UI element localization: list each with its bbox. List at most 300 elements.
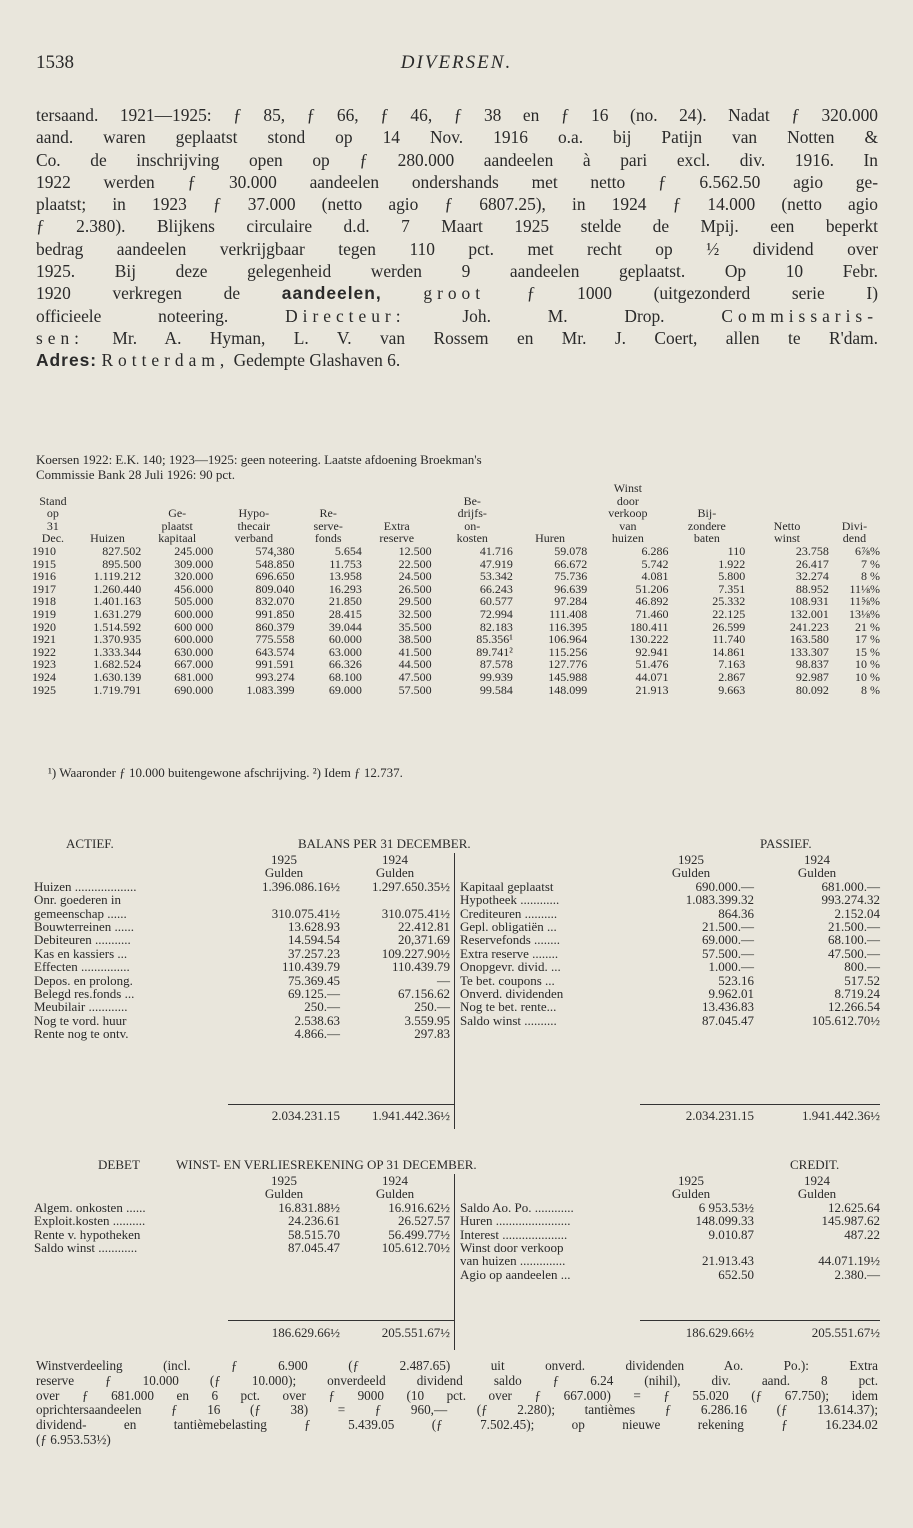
amount-1925: 652.50: [718, 1266, 754, 1282]
total-row: [460, 1109, 880, 1122]
text-line: Koersen 1922: E.K. 140; 1923—1925: geen noteering. Laatste afdoening Broekman's: [36, 452, 482, 467]
table-cell: 11.740: [712, 632, 746, 647]
balans-divider: [454, 853, 455, 1129]
statement-row: [34, 947, 450, 960]
total-1924: 1.941.442.36½: [802, 1108, 880, 1123]
unit-label: Gulden: [797, 1186, 837, 1202]
year-1925: 1925: [678, 1173, 704, 1188]
amount-1924: 297.83: [414, 1026, 450, 1042]
column-header: drijfs-: [457, 506, 487, 521]
table-cell: 8 %: [861, 682, 880, 697]
table-cell: 92.941: [635, 644, 669, 659]
text-line: aand. waren geplaatst stond op 14 Nov. 1916 o.a. bij Patijn van Notten &: [36, 127, 878, 148]
amount-1925: [228, 893, 340, 906]
statement-row: [460, 1000, 880, 1013]
table-cell: 1917: [32, 581, 56, 596]
table-cell: 24.500: [398, 569, 432, 584]
item-label: gemeenschap ......: [34, 905, 127, 921]
total-1924: 1.941.442.36½: [372, 1108, 450, 1123]
table-cell: 11⅛%: [849, 581, 880, 596]
stats-header-row: [32, 507, 880, 520]
table-cell: 7.163: [718, 657, 746, 672]
column-header: [829, 482, 880, 495]
blank-cell: [460, 866, 628, 879]
column-header: [669, 482, 746, 495]
amount-1924: 110.439.79: [391, 959, 450, 975]
column-header: fonds: [314, 531, 342, 546]
table-cell: 26.500: [398, 581, 432, 596]
table-cell: 99.939: [479, 669, 513, 684]
table-cell: 97.284: [554, 594, 588, 609]
table-cell: 87.578: [479, 657, 513, 672]
item-label: Effecten ...............: [34, 959, 130, 975]
column-header: [745, 507, 829, 520]
statement-row: [460, 1214, 880, 1227]
table-cell: 21 %: [855, 619, 880, 634]
text-line: [36, 349, 878, 371]
table-cell: 46.892: [635, 594, 669, 609]
amount-1925: 58.515.70: [288, 1226, 340, 1242]
winst-left-total-rule: [228, 1320, 454, 1321]
table-cell: 51.476: [635, 657, 669, 672]
column-header: Hypo-: [238, 506, 270, 521]
blank-cell: [460, 1187, 628, 1200]
table-cell: 11.753: [329, 556, 362, 571]
statement-row: [460, 1241, 880, 1254]
page-header: [36, 52, 877, 82]
total-1925: 186.629.66½: [271, 1325, 340, 1340]
unit-label: Gulden: [797, 865, 837, 881]
table-cell: 26.417: [795, 556, 829, 571]
total-row: [34, 1109, 450, 1122]
item-label: Reservefonds ........: [460, 932, 561, 948]
amount-1925: 148.099.33: [695, 1213, 754, 1229]
winst-debet-table: [34, 1174, 450, 1254]
statement-row: [34, 920, 450, 933]
item-label: Interest ....................: [460, 1226, 568, 1242]
amount-1924: 487.22: [844, 1226, 880, 1242]
table-row: [32, 570, 880, 583]
column-header: on-: [464, 518, 481, 533]
table-cell: 9.663: [718, 682, 746, 697]
amount-1924: [340, 893, 450, 906]
table-cell: 108.931: [789, 594, 829, 609]
table-cell: 809.040: [255, 581, 295, 596]
amount-1925: 9.962.01: [708, 986, 754, 1002]
amount-1924: 800.—: [844, 959, 880, 975]
statistics-table: [32, 482, 880, 696]
table-cell: 88.952: [795, 581, 829, 596]
table-cell: 1923: [32, 657, 56, 672]
table-cell: 12.500: [398, 543, 432, 558]
table-cell: 44.500: [398, 657, 432, 672]
total-1925: 2.034.231.15: [271, 1108, 340, 1123]
winst-right-total-rule: [640, 1320, 880, 1321]
text-run: Mr. A. Hyman, L. V. van Rossem en Mr. J. Coert, allen te R'dam.: [84, 327, 878, 348]
statement-row: [460, 933, 880, 946]
statement-row: [34, 933, 450, 946]
table-cell: 630.000: [174, 644, 214, 659]
column-header: [362, 507, 432, 520]
balans-passief-totals: [460, 1109, 880, 1122]
unit-label: Gulden: [671, 1186, 711, 1202]
table-row: [32, 633, 880, 646]
column-header: Stand: [39, 493, 67, 508]
statement-row: [460, 1014, 880, 1027]
column-header: [74, 482, 141, 495]
table-cell: 1922: [32, 644, 56, 659]
year-1924: 1924: [804, 1173, 830, 1188]
amount-1924: 109.227.90½: [381, 945, 450, 961]
table-cell: 1.682.524: [93, 657, 142, 672]
year-1924: 1924: [382, 1173, 408, 1188]
amount-1925: 21.500.—: [702, 919, 754, 935]
column-header: verkoop: [608, 506, 648, 521]
text-line: over ƒ 681.000 en 6 pct. over ƒ 9000 (10 pct. over ƒ 667.000) = ƒ 55.020 (ƒ 67.750); idem: [36, 1387, 878, 1403]
table-row: [32, 621, 880, 634]
blank-cell: [460, 853, 628, 866]
text-line: Commissie Bank 28 Juli 1926: 90 pct.: [36, 467, 235, 482]
column-header: Huren: [535, 531, 566, 546]
table-row: [32, 583, 880, 596]
table-cell: 600.000: [174, 606, 214, 621]
table-cell: 41.500: [398, 644, 432, 659]
keyword-commissarissen: Commissaris-: [721, 305, 878, 326]
item-label: Saldo winst ............: [34, 1240, 138, 1256]
table-cell: 5.800: [718, 569, 746, 584]
amount-1925: 87.045.47: [288, 1240, 340, 1256]
winst-credit-table: [460, 1174, 880, 1281]
table-cell: 4.081: [641, 569, 669, 584]
keyword-aandeelen: aandeelen,: [281, 283, 382, 304]
amount-1924: [754, 1241, 880, 1254]
table-cell: 59.078: [554, 543, 588, 558]
table-cell: 47.500: [398, 669, 432, 684]
item-label: Agio op aandeelen ...: [460, 1266, 571, 1282]
text-line: bedrag aandeelen verkrijgbaar tegen 110 pct. met recht op ½ dividend over: [36, 238, 878, 259]
unit-label: Gulden: [264, 865, 304, 881]
statement-row: [460, 907, 880, 920]
amount-1925: 37.257.23: [288, 945, 340, 961]
text-line: (ƒ 6.953.53½): [36, 1431, 111, 1447]
amount-1924: 250.—: [414, 999, 450, 1015]
total-1924: 205.551.67½: [811, 1325, 880, 1340]
table-cell: 115.256: [548, 644, 588, 659]
text-run: Joh. M. Drop.: [405, 305, 722, 326]
table-cell: 1916: [32, 569, 56, 584]
table-cell: 1.922: [718, 556, 746, 571]
table-cell: 1921: [32, 632, 56, 647]
text-line: [36, 282, 878, 304]
table-cell: 85.356¹: [476, 632, 513, 647]
unit-header-row: [460, 866, 880, 879]
statement-row: [34, 893, 450, 906]
text-run: [382, 283, 424, 303]
amount-1924: 3.559.95: [404, 1012, 450, 1028]
amount-1924: 26.527.57: [398, 1213, 450, 1229]
table-cell: 456.000: [174, 581, 214, 596]
page-number: 1538: [36, 52, 74, 73]
total-row: [34, 1326, 450, 1339]
table-cell: 163.580: [789, 632, 829, 647]
amount-1924: 20,371.69: [398, 932, 450, 948]
table-cell: 13⅛%: [849, 606, 880, 621]
item-label: Winst door verkoop: [460, 1240, 564, 1256]
statement-row: [460, 1228, 880, 1241]
column-header: [513, 482, 587, 495]
statement-row: [460, 974, 880, 987]
item-label: Te bet. coupons ...: [460, 972, 555, 988]
item-label: Gepl. obligatiën ...: [460, 919, 557, 935]
company-description: [36, 104, 878, 372]
amount-1925: 110.439.79: [281, 959, 340, 975]
table-cell: 14.861: [712, 644, 746, 659]
amount-1925: 864.36: [718, 905, 754, 921]
item-label: van huizen ..............: [460, 1253, 566, 1269]
column-header: verband: [234, 531, 274, 546]
winstverdeeling-note: [36, 1359, 878, 1448]
koersen-note: [36, 452, 878, 482]
balans-passief-rows: [460, 853, 880, 1027]
table-cell: 68.100: [328, 669, 362, 684]
table-cell: 8 %: [861, 569, 880, 584]
column-header: Divi-: [841, 518, 868, 533]
item-label: Huren .......................: [460, 1213, 571, 1229]
statement-row: [34, 907, 450, 920]
table-cell: 1.514.592: [93, 619, 142, 634]
text-line: 1922 werden ƒ 30.000 aandeelen ondershands met netto ƒ 6.562.50 agio ge-: [36, 171, 878, 192]
item-label: Huizen ...................: [34, 878, 137, 894]
table-cell: 60.000: [328, 632, 362, 647]
table-cell: 72.994: [479, 606, 513, 621]
stats-header-row: [32, 495, 880, 508]
amount-1925: 4.866.—: [294, 1026, 340, 1042]
year-header-row: [460, 853, 880, 866]
table-row: [32, 558, 880, 571]
item-label: Hypotheek ............: [460, 892, 560, 908]
table-cell: 133.307: [789, 644, 829, 659]
winst-debet-rows: [34, 1174, 450, 1254]
statement-row: [460, 1268, 880, 1281]
item-label: Rente v. hypotheken: [34, 1226, 141, 1242]
item-label: Crediteuren ..........: [460, 905, 558, 921]
table-cell: 1.370.935: [93, 632, 142, 647]
table-cell: 110: [727, 543, 746, 558]
text-line: dividend- en tantièmebelasting ƒ 5.439.05 (ƒ 7.502.45); op nieuwe rekening ƒ 16.234.02: [36, 1417, 878, 1433]
table-row: [32, 595, 880, 608]
table-cell: 60.577: [479, 594, 513, 609]
column-header: huizen: [611, 531, 644, 546]
amount-1924: 16.916.62½: [388, 1199, 450, 1215]
statement-row: [34, 1241, 450, 1254]
table-cell: 80.092: [795, 682, 829, 697]
amount-1924: 681.000.—: [821, 878, 880, 894]
column-header: Be-: [463, 493, 481, 508]
text-line: Co. de inschrijving open op ƒ 280.000 aandeelen à pari excl. div. 1916. In: [36, 149, 878, 170]
column-header: Huizen: [90, 531, 125, 546]
table-cell: 23.758: [795, 543, 829, 558]
table-cell: 57.500: [398, 682, 432, 697]
amount-1924: 44.071.19½: [818, 1253, 880, 1269]
table-cell: 775.558: [255, 632, 295, 647]
table-row: [32, 608, 880, 621]
table-cell: 25.332: [712, 594, 746, 609]
column-header: [829, 507, 880, 520]
balans-actief-rows: [34, 853, 450, 1041]
actief-label: ACTIEF.: [66, 836, 114, 851]
passief-label: PASSIEF.: [760, 836, 812, 851]
text-line: tersaand. 1921—1925: ƒ 85, ƒ 66, ƒ 46, ƒ 38 en ƒ 16 (no. 24). Nadat ƒ 320.000: [36, 105, 878, 125]
table-cell: 667.000: [174, 657, 214, 672]
amount-1925: 16.831.88½: [278, 1199, 340, 1215]
debet-label: DEBET: [98, 1157, 140, 1172]
total-1925: 186.629.66½: [685, 1325, 754, 1340]
column-header: kosten: [456, 531, 488, 546]
table-cell: 44.071: [635, 669, 669, 684]
amount-1925: 1.000.—: [708, 959, 754, 975]
credit-label: CREDIT.: [790, 1157, 840, 1172]
table-cell: 1.630.139: [93, 669, 142, 684]
amount-1924: 1.297.650.35½: [372, 878, 450, 894]
amount-1925: 9.010.87: [708, 1226, 754, 1242]
amount-1925: 13.628.93: [288, 919, 340, 935]
table-cell: 28.415: [328, 606, 362, 621]
table-cell: 47.919: [479, 556, 513, 571]
amount-1925: 690.000.—: [695, 878, 754, 894]
statement-row: [460, 880, 880, 893]
amount-1924: 517.52: [844, 972, 880, 988]
table-cell: 13.958: [328, 569, 362, 584]
table-cell: 6.286: [641, 543, 669, 558]
column-header: Re-: [319, 506, 337, 521]
table-cell: 145.988: [548, 669, 588, 684]
total-1924: 205.551.67½: [381, 1325, 450, 1340]
text-line: Winstverdeeling (incl. ƒ 6.900 (ƒ 2.487.65) uit onverd. dividenden Ao. Po.): Extra: [36, 1358, 878, 1373]
amount-1925: 24.236.61: [288, 1213, 340, 1229]
table-cell: 11⅝%: [849, 594, 880, 609]
text-line: [36, 327, 878, 349]
winst-divider: [454, 1174, 455, 1350]
table-cell: 127.776: [548, 657, 588, 672]
table-cell: 98.837: [795, 657, 829, 672]
column-header: [32, 482, 74, 495]
balans-actief-table: [34, 853, 450, 1041]
column-header: winst: [774, 531, 801, 546]
unit-header-row: [34, 866, 450, 879]
table-cell: 1925: [32, 682, 56, 697]
table-row: [32, 671, 880, 684]
table-cell: 1.260.440: [93, 581, 142, 596]
amount-1925: 310.075.41½: [271, 905, 340, 921]
column-header: reserve: [379, 531, 415, 546]
table-cell: 548.850: [255, 556, 295, 571]
statement-row: [34, 1000, 450, 1013]
statement-row: [460, 893, 880, 906]
table-cell: 92.987: [795, 669, 829, 684]
table-cell: 66.326: [328, 657, 362, 672]
table-cell: 69.000: [328, 682, 362, 697]
table-cell: 1.083.399: [246, 682, 295, 697]
statement-row: [34, 974, 450, 987]
column-header: [513, 495, 587, 508]
stats-header-row: [32, 532, 880, 545]
table-cell: 309.000: [174, 556, 214, 571]
statement-row: [34, 1201, 450, 1214]
table-cell: 51.206: [635, 581, 669, 596]
table-cell: 63.000: [328, 644, 362, 659]
unit-label: Gulden: [264, 1186, 304, 1202]
text-line: plaatst; in 1923 ƒ 37.000 (netto agio ƒ 6807.25), in 1924 ƒ 14.000 (netto agio: [36, 194, 878, 215]
amount-1925: 1.396.086.16½: [262, 878, 340, 894]
table-cell: 1.631.279: [93, 606, 142, 621]
column-header: [362, 495, 432, 508]
balans-right-total-rule: [640, 1104, 880, 1105]
amount-1925: [628, 1241, 754, 1254]
item-label: Exploit.kosten ..........: [34, 1213, 146, 1229]
table-cell: 860.379: [255, 619, 295, 634]
table-cell: 22.125: [712, 606, 746, 621]
amount-1925: 523.16: [718, 972, 754, 988]
text-run: officieele noteering.: [36, 305, 286, 326]
balans-left-total-rule: [228, 1104, 454, 1105]
amount-1924: 21.500.—: [828, 919, 880, 935]
amount-1925: 13.436.83: [702, 999, 754, 1015]
table-row: [32, 646, 880, 659]
table-cell: 17 %: [855, 632, 880, 647]
amount-1925: 2.538.63: [294, 1012, 340, 1028]
table-cell: 5.654: [334, 543, 362, 558]
table-cell: 696.650: [255, 569, 295, 584]
amount-1925: 250.—: [304, 999, 340, 1015]
unit-header-row: [34, 1187, 450, 1200]
table-cell: 690.000: [174, 682, 214, 697]
table-cell: 96.639: [554, 581, 588, 596]
column-header: [141, 482, 213, 495]
item-label: Debiteuren ...........: [34, 932, 131, 948]
column-header: 31: [46, 518, 59, 533]
amount-1924: 993.274.32: [821, 892, 880, 908]
amount-1924: 145.987.62: [821, 1213, 880, 1229]
amount-1924: 2.380.—: [834, 1266, 880, 1282]
balans-actief-totals: [34, 1109, 450, 1122]
column-header: [362, 482, 432, 495]
table-cell: 505.000: [174, 594, 214, 609]
column-header: baten: [693, 531, 720, 546]
amount-1925: 87.045.47: [702, 1012, 754, 1028]
column-header: zondere: [687, 518, 726, 533]
blank-cell: [34, 1187, 228, 1200]
statement-row: [34, 1228, 450, 1241]
blank-cell: [34, 1174, 228, 1187]
statement-row: [460, 947, 880, 960]
table-cell: 1915: [32, 556, 56, 571]
table-row: [32, 545, 880, 558]
item-label: Onverd. dividenden: [460, 986, 564, 1002]
amount-1925: 69.000.—: [702, 932, 754, 948]
text-line: ƒ 2.380). Blijkens circulaire d.d. 7 Maart 1925 stelde de Mpij. een beperkt: [36, 216, 878, 237]
table-cell: 895.500: [102, 556, 142, 571]
table-cell: 21.850: [328, 594, 362, 609]
item-label: Meubilair ............: [34, 999, 128, 1015]
table-cell: 1920: [32, 619, 56, 634]
blank-cell: [460, 1174, 628, 1187]
amount-1925: 57.500.—: [702, 945, 754, 961]
year-1925: 1925: [678, 852, 704, 867]
table-cell: 5.742: [641, 556, 669, 571]
table-cell: 66.672: [554, 556, 588, 571]
column-header: van: [619, 518, 637, 533]
balans-title: BALANS PER 31 DECEMBER.: [298, 836, 471, 851]
